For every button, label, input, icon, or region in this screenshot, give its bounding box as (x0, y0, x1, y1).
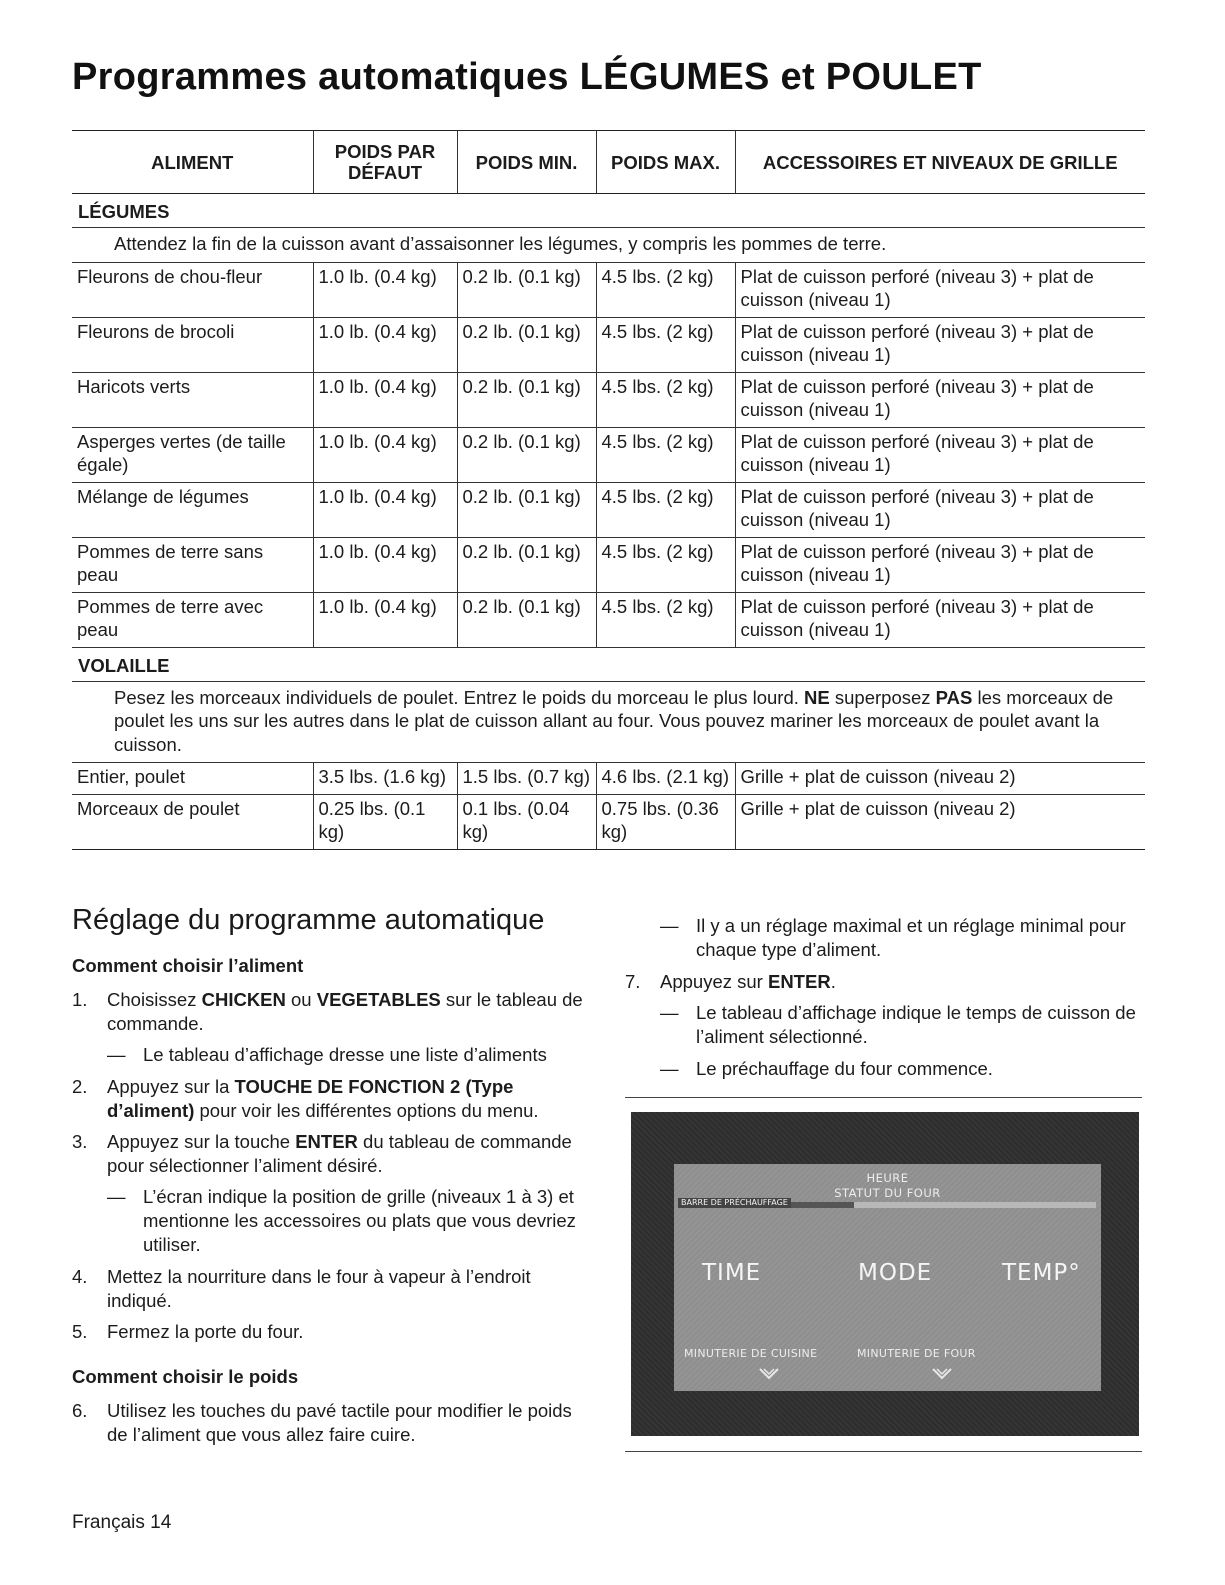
table-row (72, 317, 1145, 372)
cell-max-weight: 4.5 lbs. (2 kg) (596, 427, 735, 482)
weight-choice-heading: Comment choisir le poids (72, 1366, 299, 1387)
cell-max-weight: 4.5 lbs. (2 kg) (596, 317, 735, 372)
dash-mark: — (660, 1002, 679, 1023)
step-7-detail-2 (660, 1057, 1145, 1081)
header-aliment: ALIMENT (72, 131, 313, 194)
header-min-weight: POIDS MIN. (457, 131, 596, 194)
cell-aliment: Entier, poulet (72, 763, 313, 795)
oven-timer-button[interactable]: MINUTERIE DE FOUR (857, 1347, 976, 1360)
step-text: pour voir les différentes options du menu. (194, 1100, 539, 1121)
table-row (72, 372, 1145, 427)
cell-min-weight: 0.2 lb. (0.1 kg) (457, 427, 596, 482)
cell-default-weight: 1.0 lb. (0.4 kg) (313, 372, 457, 427)
cell-accessories: Plat de cuisson perforé (niveau 3) + plat de cuisson (niveau 1) (735, 537, 1145, 592)
cell-min-weight: 0.2 lb. (0.1 kg) (457, 482, 596, 537)
food-choice-heading: Comment choisir l’aliment (72, 955, 304, 976)
step-keyword: ENTER (295, 1131, 358, 1152)
cell-min-weight: 0.2 lb. (0.1 kg) (457, 317, 596, 372)
table-row (72, 795, 1145, 850)
detail-text: Le préchauffage du four commence. (696, 1058, 993, 1079)
step-text: Utilisez les touches du pavé tactile pour modifier le poids de l’aliment que vous allez faire cuire. (107, 1400, 572, 1445)
time-button[interactable]: TIME (702, 1260, 762, 1286)
setup-heading: Réglage du programme automatique (72, 904, 545, 936)
cell-default-weight: 1.0 lb. (0.4 kg) (313, 262, 457, 317)
step-keyword: ENTER (767, 971, 831, 992)
dash-mark: — (660, 1058, 679, 1079)
section-title-poultry: VOLAILLE (72, 647, 1145, 681)
section-row-vegetables (72, 194, 1145, 228)
table-row (72, 592, 1145, 647)
step-text: Fermez la porte du four. (107, 1321, 304, 1342)
step-keyword: VEGETABLES (316, 989, 441, 1010)
temp-button[interactable]: TEMP° (1002, 1260, 1081, 1286)
cell-aliment: Pommes de terre sans peau (72, 537, 313, 592)
step-number: 2. (72, 1076, 88, 1097)
vegetables-note: Attendez la fin de la cuisson avant d’assaisonner les légumes, y compris les pommes de terre. (72, 228, 1145, 263)
cell-max-weight: 4.5 lbs. (2 kg) (596, 592, 735, 647)
note-row-vegetables (72, 228, 1145, 263)
header-accessories: ACCESSOIRES ET NIVEAUX DE GRILLE (735, 131, 1145, 194)
poultry-note-text: les morceaux de poulet les uns sur les autres dans le plat de cuisson allant au four. Vous pouvez mariner les morceaux de poulet avant la cuisson. (114, 686, 1114, 755)
step-7-detail-1 (660, 1001, 1145, 1049)
poultry-note-emphasis: NE (804, 686, 830, 708)
mode-button[interactable]: MODE (858, 1260, 933, 1286)
detail-text: Le tableau d’affichage indique le temps de cuisson de l’aliment sélectionné. (696, 1002, 1136, 1047)
cell-default-weight: 1.0 lb. (0.4 kg) (313, 592, 457, 647)
control-display-figure (625, 1097, 1142, 1452)
step-text: sur le tableau de commande. (107, 989, 583, 1034)
cell-default-weight: 1.0 lb. (0.4 kg) (313, 317, 457, 372)
cell-aliment: Asperges vertes (de taille égale) (72, 427, 313, 482)
cell-max-weight: 4.5 lbs. (2 kg) (596, 537, 735, 592)
cell-aliment: Fleurons de brocoli (72, 317, 313, 372)
cell-accessories: Plat de cuisson perforé (niveau 3) + plat de cuisson (niveau 1) (735, 262, 1145, 317)
step-2 (72, 1075, 592, 1123)
step-text: ou (285, 989, 317, 1010)
poultry-note (72, 681, 1145, 763)
step-number: 4. (72, 1266, 88, 1287)
cell-max-weight: 0.75 lbs. (0.36 kg) (596, 795, 735, 850)
step-number: 5. (72, 1321, 88, 1342)
cell-min-weight: 0.2 lb. (0.1 kg) (457, 262, 596, 317)
cell-aliment: Haricots verts (72, 372, 313, 427)
poultry-note-emphasis: PAS (935, 686, 973, 708)
step-1-detail (107, 1043, 592, 1067)
step-4 (72, 1265, 592, 1313)
preheat-bar-label: BARRE DE PRÉCHAUFFAGE (678, 1198, 791, 1208)
poultry-note-text: superposez (829, 686, 936, 708)
dash-mark: — (660, 915, 679, 936)
cell-max-weight: 4.5 lbs. (2 kg) (596, 262, 735, 317)
cell-accessories: Grille + plat de cuisson (niveau 2) (735, 763, 1145, 795)
cell-accessories: Grille + plat de cuisson (niveau 2) (735, 795, 1145, 850)
cell-accessories: Plat de cuisson perforé (niveau 3) + plat de cuisson (niveau 1) (735, 427, 1145, 482)
dash-mark: — (107, 1044, 126, 1065)
setup-left-column (72, 904, 592, 1454)
step-3 (72, 1130, 592, 1178)
cell-aliment: Mélange de légumes (72, 482, 313, 537)
header-default-weight: POIDS PAR DÉFAUT (313, 131, 457, 194)
step-text: . (830, 971, 836, 992)
cell-min-weight: 1.5 lbs. (0.7 kg) (457, 763, 596, 795)
cell-accessories: Plat de cuisson perforé (niveau 3) + plat de cuisson (niveau 1) (735, 482, 1145, 537)
cell-max-weight: 4.5 lbs. (2 kg) (596, 482, 735, 537)
chevron-down-icon[interactable] (931, 1367, 953, 1381)
section-title-vegetables: LÉGUMES (72, 194, 1145, 228)
step-number: 7. (625, 971, 641, 992)
step-1 (72, 988, 592, 1036)
display-oven-status: STATUT DU FOUR (834, 1186, 941, 1200)
page-footer: Français 14 (72, 1512, 172, 1533)
table-row (72, 537, 1145, 592)
cell-default-weight: 1.0 lb. (0.4 kg) (313, 427, 457, 482)
table-row (72, 262, 1145, 317)
poultry-note-text: Pesez les morceaux individuels de poulet. Entrez le poids du morceau le plus lourd. (114, 686, 805, 708)
kitchen-timer-button[interactable]: MINUTERIE DE CUISINE (684, 1347, 818, 1360)
detail-text: Le tableau d’affichage dresse une liste d’aliments (143, 1044, 547, 1065)
cell-max-weight: 4.5 lbs. (2 kg) (596, 372, 735, 427)
cell-default-weight: 0.25 lbs. (0.1 kg) (313, 795, 457, 850)
step-7 (625, 970, 1145, 994)
step-5 (72, 1320, 592, 1344)
cell-default-weight: 1.0 lb. (0.4 kg) (313, 537, 457, 592)
step-text: Choisissez (107, 989, 202, 1010)
cell-min-weight: 0.2 lb. (0.1 kg) (457, 372, 596, 427)
note-row-poultry (72, 681, 1145, 763)
cell-accessories: Plat de cuisson perforé (niveau 3) + plat de cuisson (niveau 1) (735, 317, 1145, 372)
step-number: 6. (72, 1400, 88, 1421)
cell-min-weight: 0.2 lb. (0.1 kg) (457, 537, 596, 592)
table-row (72, 427, 1145, 482)
step-keyword: TOUCHE DE FONCTION 2 (Type d’aliment) (107, 1076, 514, 1121)
step-text: Appuyez sur la (107, 1076, 235, 1097)
detail-text: Il y a un réglage maximal et un réglage minimal pour chaque type d’aliment. (696, 915, 1126, 960)
chevron-down-icon[interactable] (758, 1367, 780, 1381)
cell-aliment: Fleurons de chou-fleur (72, 262, 313, 317)
cell-min-weight: 0.1 lbs. (0.04 kg) (457, 795, 596, 850)
step-text: du tableau de commande pour sélectionner l’aliment désiré. (107, 1131, 572, 1176)
step-6 (72, 1399, 592, 1447)
cell-accessories: Plat de cuisson perforé (niveau 3) + plat de cuisson (niveau 1) (735, 372, 1145, 427)
step-text: Appuyez sur la touche (107, 1131, 296, 1152)
detail-text: L’écran indique la position de grille (niveaux 1 à 3) et mentionne les accessoires ou plats que vous devriez utiliser. (143, 1186, 576, 1255)
table-header-row (72, 131, 1145, 194)
cell-aliment: Morceaux de poulet (72, 795, 313, 850)
step-6-detail (660, 914, 1145, 962)
display-screen (674, 1164, 1101, 1391)
step-3-detail (107, 1185, 592, 1257)
cell-default-weight: 3.5 lbs. (1.6 kg) (313, 763, 457, 795)
header-max-weight: POIDS MAX. (596, 131, 735, 194)
cell-min-weight: 0.2 lb. (0.1 kg) (457, 592, 596, 647)
step-number: 3. (72, 1131, 88, 1152)
step-keyword: CHICKEN (201, 989, 286, 1010)
section-row-poultry (72, 647, 1145, 681)
setup-right-column (625, 912, 1145, 1089)
cell-default-weight: 1.0 lb. (0.4 kg) (313, 482, 457, 537)
cell-aliment: Pommes de terre avec peau (72, 592, 313, 647)
display-clock-label: HEURE (866, 1171, 909, 1185)
table-row (72, 763, 1145, 795)
table-row (72, 482, 1145, 537)
cell-max-weight: 4.6 lbs. (2.1 kg) (596, 763, 735, 795)
dash-mark: — (107, 1186, 126, 1207)
step-text: Appuyez sur (660, 971, 768, 992)
step-text: Mettez la nourriture dans le four à vapeur à l’endroit indiqué. (107, 1266, 531, 1311)
display-bezel (631, 1112, 1139, 1436)
auto-programs-table (72, 130, 1145, 850)
cell-accessories: Plat de cuisson perforé (niveau 3) + plat de cuisson (niveau 1) (735, 592, 1145, 647)
page-title: Programmes automatiques LÉGUMES et POULET (72, 56, 982, 98)
step-number: 1. (72, 989, 88, 1010)
